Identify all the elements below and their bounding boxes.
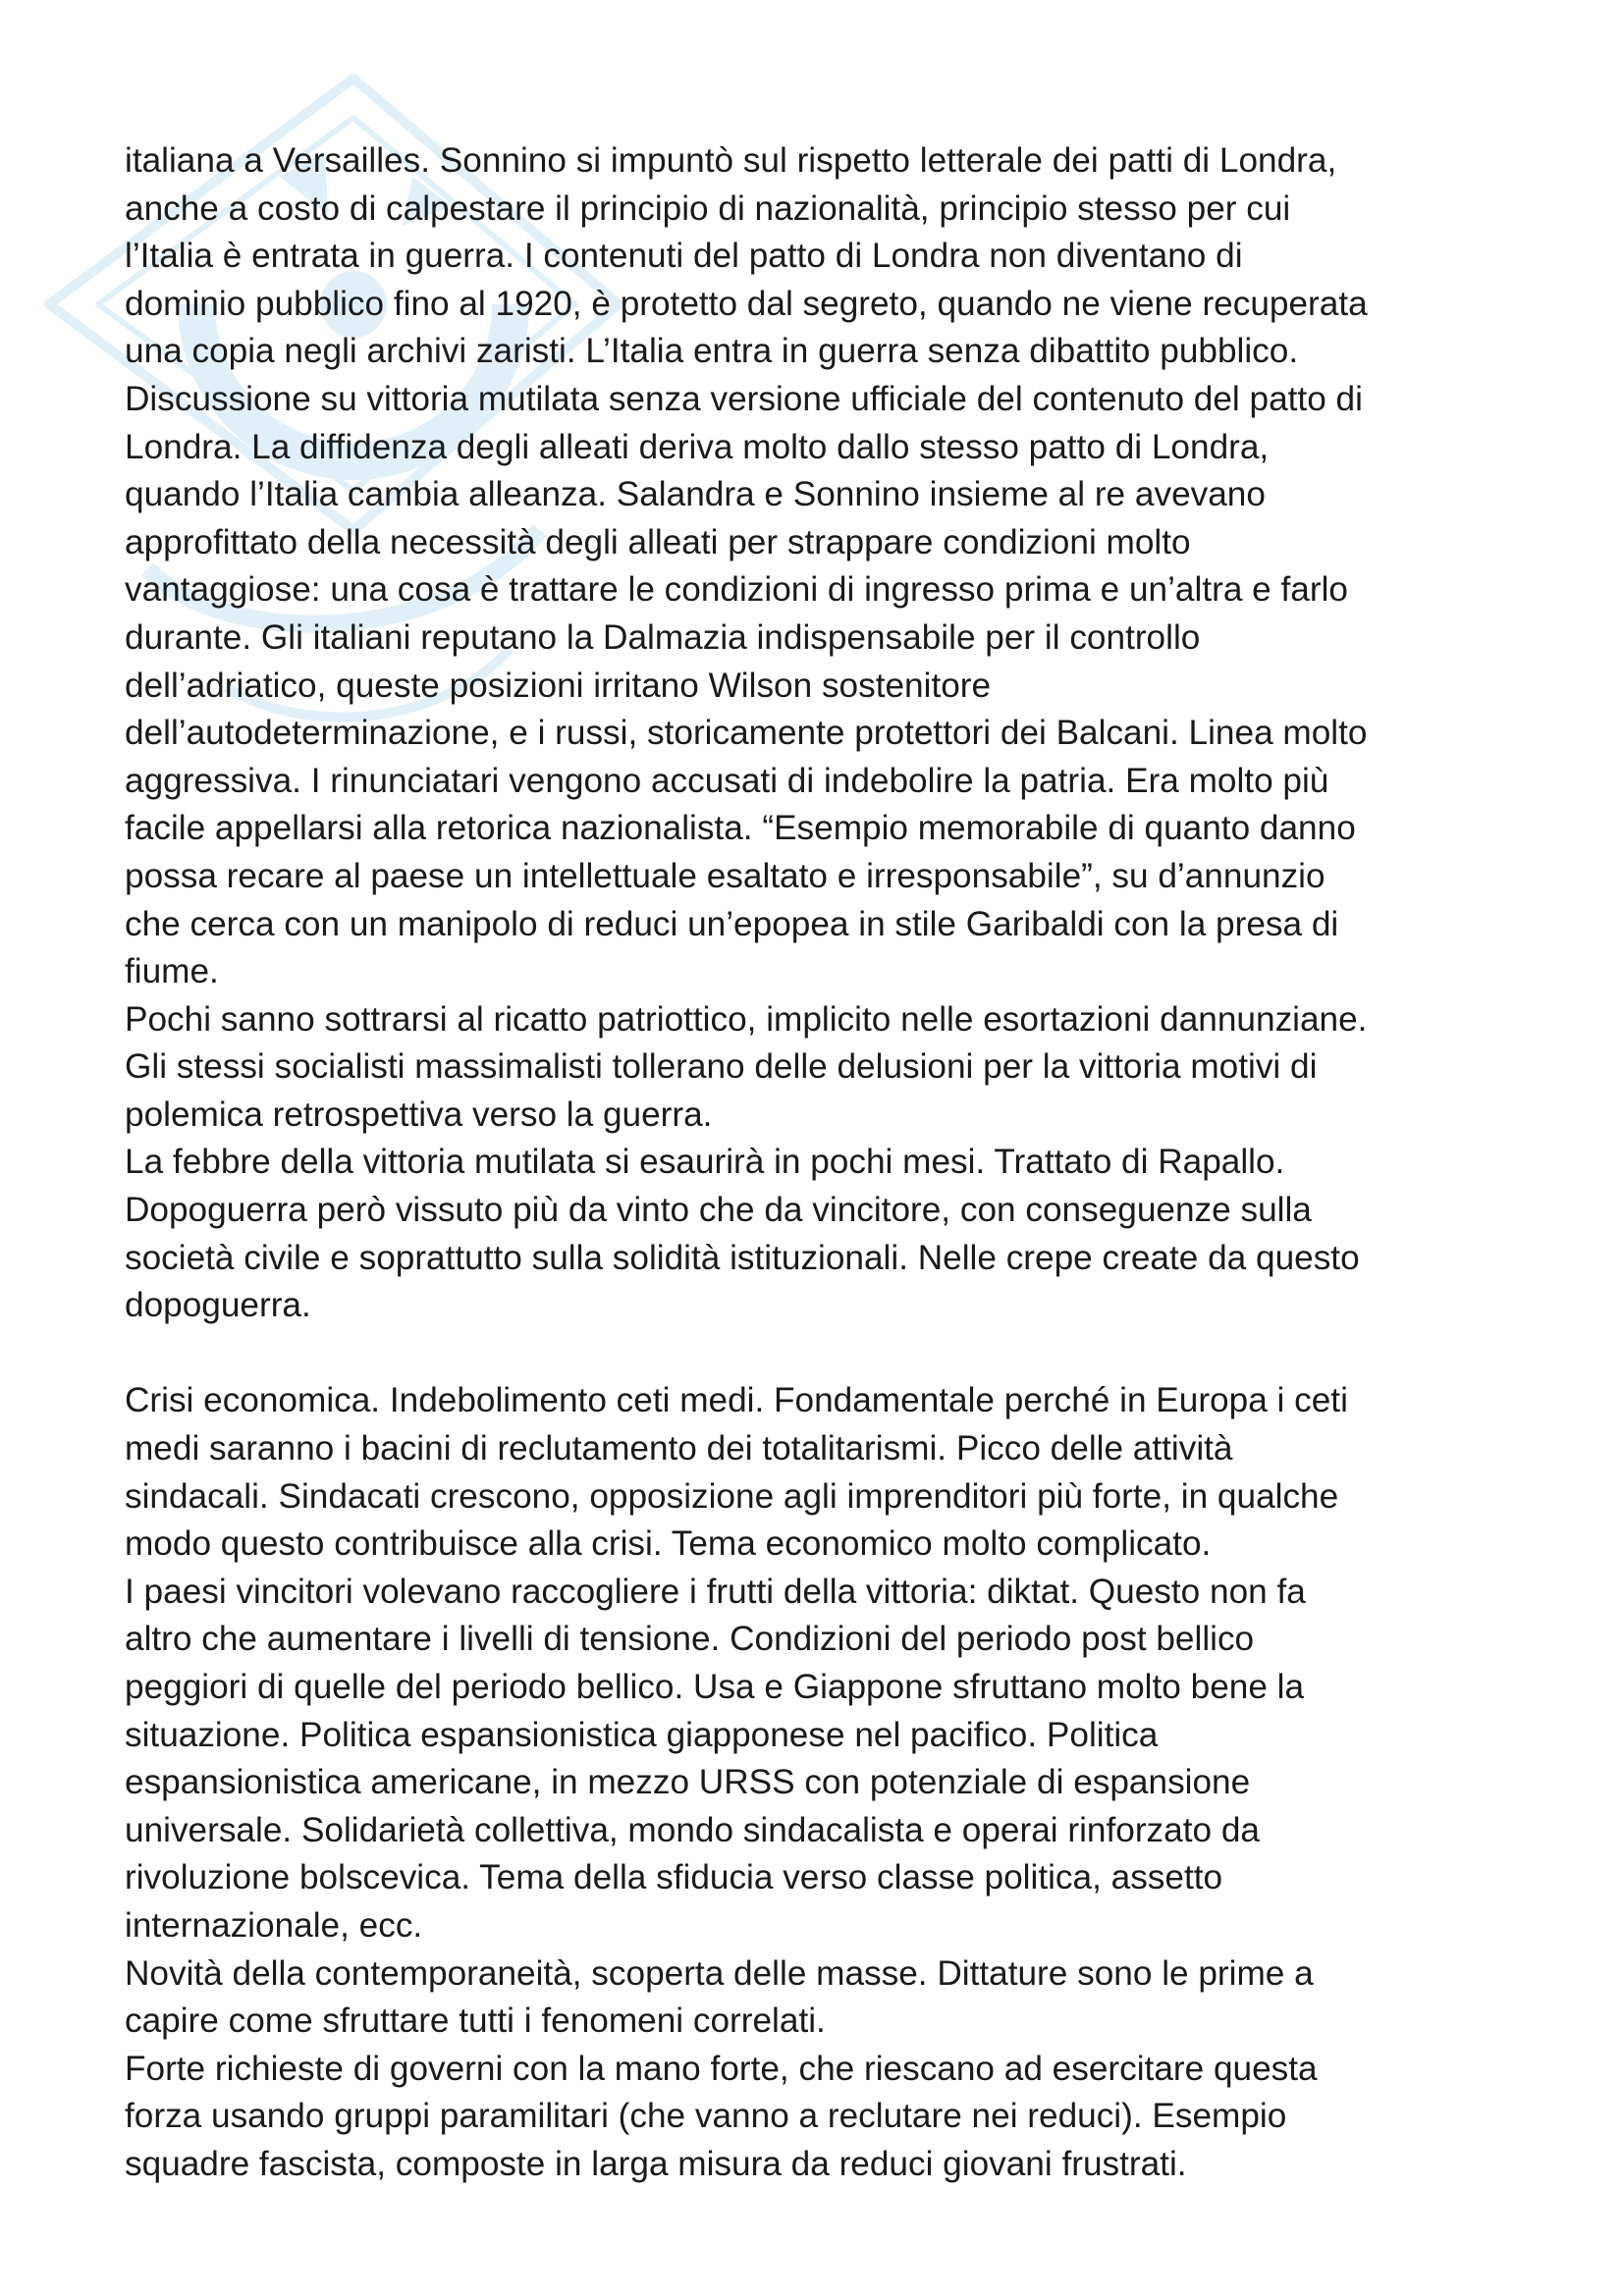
text-line: vantaggiose: una cosa è trattare le condizioni di ingresso prima e un’altra e farlo bbox=[125, 570, 1348, 610]
text-line: società civile e soprattutto sulla solidità istituzionali. Nelle crepe create da questo bbox=[125, 1238, 1360, 1277]
text-line: altro che aumentare i livelli di tensione. Condizioni del periodo post bellico bbox=[125, 1620, 1255, 1659]
text-line: modo questo contribuisce alla crisi. Tema economico molto complicato. bbox=[125, 1524, 1212, 1564]
text-line: dell’autodeterminazione, e i russi, storicamente protettori dei Balcani. Linea molto bbox=[125, 714, 1368, 753]
text-line: l’Italia è entrata in guerra. I contenuti del patto di Londra non diventano di bbox=[125, 237, 1243, 276]
text-line: Gli stessi socialisti massimalisti tollerano delle delusioni per la vittoria motivi di bbox=[125, 1047, 1318, 1087]
text-line: aggressiva. I rinunciatari vengono accusati di indebolire la patria. Era molto più bbox=[125, 761, 1329, 800]
document-body bbox=[125, 137, 1529, 2189]
text-line: espansionistica americane, in mezzo URSS con potenziale di espansione bbox=[125, 1763, 1251, 1802]
text-line: una copia negli archivi zaristi. L’Italia entra in guerra senza dibattito pubblico. bbox=[125, 332, 1299, 371]
text-line: italiana a Versailles. Sonnino si impuntò sul rispetto letterale dei patti di Londra, bbox=[125, 141, 1337, 180]
text-line: internazionale, ecc. bbox=[125, 1905, 423, 1945]
text-line: capire come sfruttare tutti i fenomeni correlati. bbox=[125, 2002, 826, 2041]
paragraph-group-1 bbox=[125, 137, 1529, 1330]
text-line: squadre fascista, composte in larga misura da reduci giovani frustrati. bbox=[125, 2144, 1187, 2183]
text-line: dominio pubblico fino al 1920, è protetto dal segreto, quando ne viene recuperata bbox=[125, 284, 1368, 323]
text-line: peggiori di quelle del periodo bellico. Usa e Giappone sfruttano molto bene la bbox=[125, 1668, 1305, 1706]
text-line: Forte richieste di governi con la mano forte, che riescano ad esercitare questa bbox=[125, 2049, 1318, 2088]
text-line: anche a costo di calpestare il principio di nazionalità, principio stesso per cui bbox=[125, 188, 1291, 228]
text-line: universale. Solidarietà collettiva, mondo sindacalista e operai rinforzato da bbox=[125, 1810, 1260, 1849]
text-line: approfittato della necessità degli alleati per strappare condizioni molto bbox=[125, 522, 1191, 561]
text-line: rivoluzione bolscevica. Tema della sfiducia verso classe politica, assetto bbox=[125, 1858, 1223, 1897]
text-line: Pochi sanno sottrarsi al ricatto patriottico, implicito nelle esortazioni dannunziane. bbox=[125, 999, 1368, 1039]
text-line: forza usando gruppi paramilitari (che vanno a reclutare nei reduci). Esempio bbox=[125, 2097, 1287, 2136]
text-line: facile appellarsi alla retorica nazionalista. “Esempio memorabile di quanto danno bbox=[125, 809, 1356, 848]
text-line: Novità della contemporaneità, scoperta delle masse. Dittature sono le prime a bbox=[125, 1953, 1314, 1993]
text-line: che cerca con un manipolo di reduci un’epopea in stile Garibaldi con la presa di bbox=[125, 904, 1339, 943]
text-line: Crisi economica. Indebolimento ceti medi. Fondamentale perché in Europa i ceti bbox=[125, 1381, 1348, 1420]
text-line: durante. Gli italiani reputano la Dalmazia indispensabile per il controllo bbox=[125, 617, 1201, 657]
text-line: possa recare al paese un intellettuale esaltato e irresponsabile”, su d’annunzio bbox=[125, 856, 1325, 895]
text-line: Londra. La diffidenza degli alleati deriva molto dallo stesso patto di Londra, bbox=[125, 427, 1270, 466]
text-line: medi saranno i bacini di reclutamento dei totalitarismi. Picco delle attività bbox=[125, 1429, 1233, 1468]
paragraph-group-2 bbox=[125, 1377, 1529, 2188]
text-line: La febbre della vittoria mutilata si esaurirà in pochi mesi. Trattato di Rapallo. bbox=[125, 1143, 1285, 1182]
text-line: Dopoguerra però vissuto più da vinto che da vincitore, con conseguenze sulla bbox=[125, 1191, 1312, 1230]
text-line: situazione. Politica espansionistica giapponese nel pacifico. Politica bbox=[125, 1715, 1159, 1754]
text-line: sindacali. Sindacati crescono, opposizione agli imprenditori più forte, in qualche bbox=[125, 1476, 1339, 1516]
text-line: polemica retrospettiva verso la guerra. bbox=[125, 1095, 713, 1134]
text-line: Discussione su vittoria mutilata senza versione ufficiale del contenuto del patto di bbox=[125, 379, 1363, 418]
text-line: I paesi vincitori volevano raccogliere i frutti della vittoria: diktat. Questo non fa bbox=[125, 1572, 1306, 1611]
text-line: quando l’Italia cambia alleanza. Salandra e Sonnino insieme al re avevano bbox=[125, 475, 1266, 514]
paragraph-spacer bbox=[125, 1330, 1529, 1378]
text-line: fiume. bbox=[125, 952, 219, 991]
text-line: dell’adriatico, queste posizioni irritano Wilson sostenitore bbox=[125, 666, 992, 705]
text-line: dopoguerra. bbox=[125, 1286, 311, 1325]
